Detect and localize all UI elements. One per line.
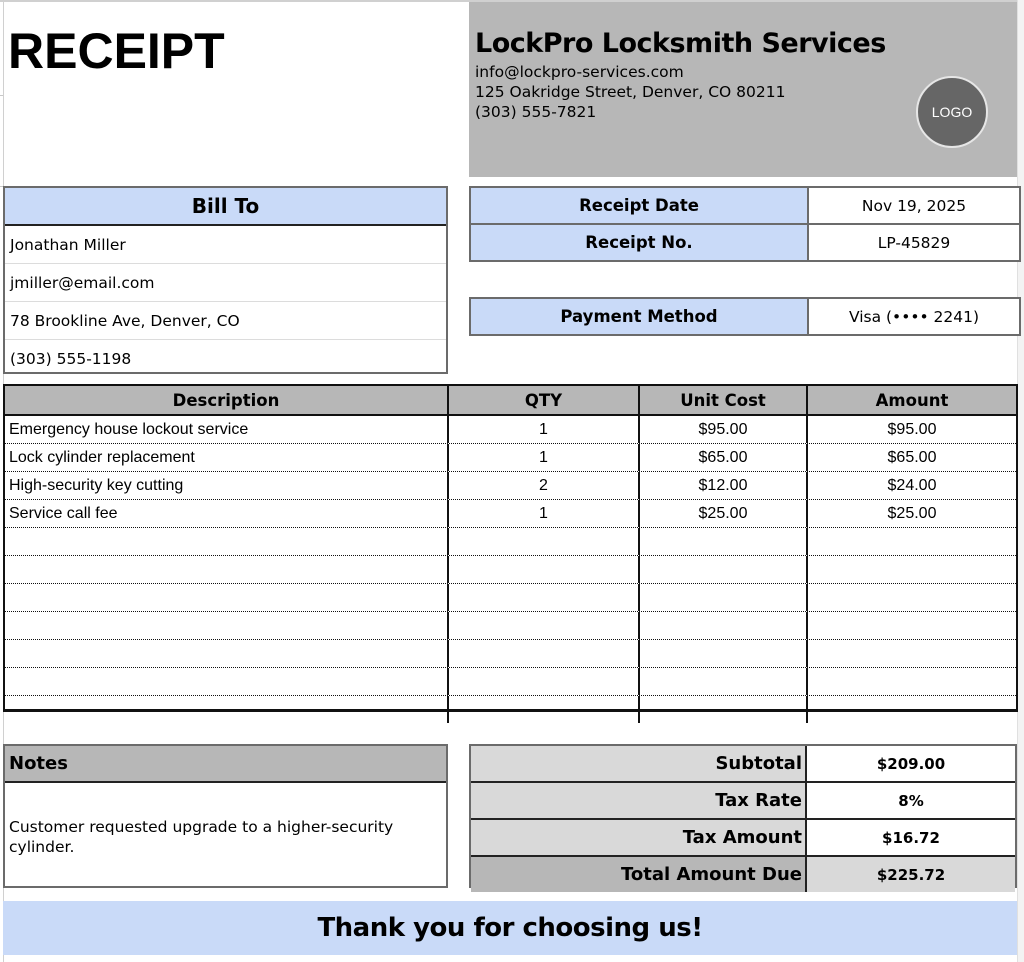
empty-table-row (5, 556, 1016, 584)
item-amount[interactable]: $65.00 (806, 444, 1016, 471)
empty-cell[interactable] (447, 668, 638, 695)
item-qty[interactable]: 1 (447, 444, 638, 471)
tax-rate-row (471, 781, 1015, 818)
receipt-date-row (471, 188, 1019, 223)
empty-cell[interactable] (447, 612, 638, 639)
sheet-right-margin (1017, 0, 1024, 962)
empty-table-row (5, 668, 1016, 696)
subtotal-label: Subtotal (471, 746, 807, 781)
table-row (5, 472, 1016, 500)
empty-cell[interactable] (5, 556, 447, 583)
table-row (5, 500, 1016, 528)
tax-amount-label: Tax Amount (471, 820, 807, 855)
item-unit-cost[interactable]: $25.00 (638, 500, 806, 527)
bill-to-address[interactable]: 78 Brookline Ave, Denver, CO (5, 302, 446, 340)
item-amount[interactable]: $95.00 (806, 416, 1016, 443)
items-table (3, 384, 1018, 712)
item-unit-cost[interactable]: $12.00 (638, 472, 806, 499)
tax-rate-label: Tax Rate (471, 783, 807, 818)
company-address: 125 Oakridge Street, Denver, CO 80211 (475, 83, 786, 101)
item-description[interactable]: High-security key cutting (9, 476, 184, 494)
empty-cell[interactable] (5, 612, 447, 639)
payment-method-row (471, 299, 1019, 334)
receipt-info-table (469, 186, 1021, 262)
bill-to-name[interactable]: Jonathan Miller (5, 226, 446, 264)
empty-table-row (5, 640, 1016, 668)
empty-cell[interactable] (447, 640, 638, 667)
header-qty: QTY (447, 386, 638, 414)
empty-cell[interactable] (5, 584, 447, 611)
company-email: info@lockpro-services.com (475, 63, 684, 81)
empty-cell[interactable] (806, 528, 1016, 555)
header-unit-cost: Unit Cost (638, 386, 806, 414)
item-unit-cost[interactable]: $95.00 (638, 416, 806, 443)
empty-cell[interactable] (806, 584, 1016, 611)
item-description[interactable]: Service call fee (9, 504, 118, 522)
empty-table-row (5, 584, 1016, 612)
empty-cell[interactable] (5, 640, 447, 667)
item-description[interactable]: Emergency house lockout service (9, 420, 249, 438)
empty-cell[interactable] (638, 640, 806, 667)
tax-rate-value[interactable]: 8% (898, 791, 924, 810)
empty-cell[interactable] (447, 696, 638, 723)
empty-rows-group (5, 528, 1016, 723)
empty-cell[interactable] (447, 528, 638, 555)
empty-cell[interactable] (638, 584, 806, 611)
bill-to-heading: Bill To (5, 188, 446, 226)
receipt-date-label: Receipt Date (471, 188, 809, 223)
empty-table-row (5, 696, 1016, 723)
empty-cell[interactable] (638, 556, 806, 583)
row-tick (0, 95, 3, 96)
empty-cell[interactable] (5, 528, 447, 555)
company-name: LockPro Locksmith Services (475, 28, 886, 59)
payment-method-label: Payment Method (471, 299, 809, 334)
empty-cell[interactable] (638, 668, 806, 695)
empty-cell[interactable] (638, 696, 806, 723)
item-qty[interactable]: 1 (447, 500, 638, 527)
total-due-row (471, 855, 1015, 892)
total-due-label: Total Amount Due (471, 857, 807, 892)
empty-cell[interactable] (806, 696, 1016, 723)
payment-method-value[interactable]: Visa (•••• 2241) (848, 307, 980, 326)
receipt-date-value[interactable]: Nov 19, 2025 (861, 196, 967, 215)
header-description: Description (172, 390, 280, 410)
receipt-number-label: Receipt No. (471, 225, 809, 260)
item-qty[interactable]: 2 (447, 472, 638, 499)
document-title: RECEIPT (8, 23, 225, 79)
notes-section (3, 744, 448, 888)
table-row (5, 416, 1016, 444)
empty-cell[interactable] (5, 668, 447, 695)
total-due-value: $225.72 (807, 857, 1015, 892)
item-description[interactable]: Lock cylinder replacement (9, 448, 195, 466)
item-amount[interactable]: $25.00 (806, 500, 1016, 527)
bill-to-email[interactable]: jmiller@email.com (5, 264, 446, 302)
receipt-number-value[interactable]: LP-45829 (877, 233, 951, 252)
notes-heading: Notes (5, 746, 446, 783)
empty-cell[interactable] (638, 612, 806, 639)
thank-you-banner: Thank you for choosing us! (3, 901, 1017, 955)
tax-amount-value: $16.72 (882, 828, 940, 847)
empty-cell[interactable] (447, 556, 638, 583)
logo-placeholder: LOGO (916, 76, 988, 148)
empty-cell[interactable] (806, 556, 1016, 583)
company-header (469, 2, 1017, 177)
empty-table-row (5, 612, 1016, 640)
empty-cell[interactable] (5, 696, 447, 723)
subtotal-value: $209.00 (876, 754, 946, 773)
empty-cell[interactable] (806, 640, 1016, 667)
subtotal-row (471, 746, 1015, 781)
empty-cell[interactable] (806, 612, 1016, 639)
totals-table (469, 744, 1017, 888)
item-amount[interactable]: $24.00 (806, 472, 1016, 499)
table-row (5, 444, 1016, 472)
empty-cell[interactable] (806, 668, 1016, 695)
header-amount: Amount (806, 386, 1016, 414)
payment-method-table (469, 297, 1021, 336)
tax-amount-row (471, 818, 1015, 855)
bill-to-section (3, 186, 448, 374)
item-qty[interactable]: 1 (447, 416, 638, 443)
item-unit-cost[interactable]: $65.00 (638, 444, 806, 471)
bill-to-phone[interactable]: (303) 555-1198 (10, 349, 132, 368)
notes-text[interactable]: Customer requested upgrade to a higher-security cylinder. (9, 818, 394, 856)
empty-table-row (5, 528, 1016, 556)
items-table-header (5, 386, 1016, 416)
receipt-number-row (471, 223, 1019, 260)
empty-cell[interactable] (447, 584, 638, 611)
company-phone: (303) 555-7821 (475, 103, 597, 121)
empty-cell[interactable] (638, 528, 806, 555)
